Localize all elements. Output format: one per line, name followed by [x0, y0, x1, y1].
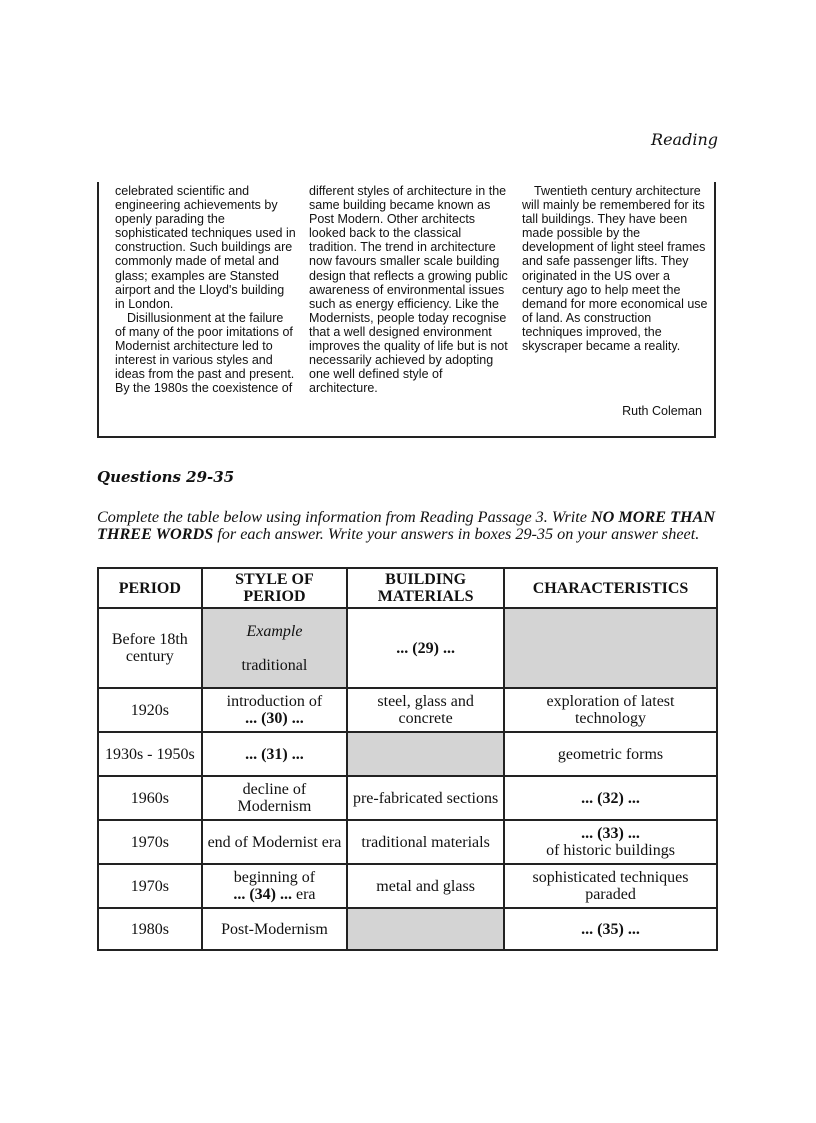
answer-gap-35: ... (35) ...: [581, 920, 640, 938]
table-row: [98, 732, 717, 776]
questions-heading: Questions 29-35: [97, 468, 235, 486]
cell-period: Before 18th century: [98, 608, 202, 688]
example-answer: traditional: [241, 656, 308, 674]
cell-characteristics: [504, 820, 717, 864]
cell-materials: traditional materials: [347, 820, 504, 864]
cell-materials-shaded: [347, 908, 504, 950]
answer-gap-34: ... (34) ...: [233, 886, 292, 903]
cell-style: [202, 732, 348, 776]
running-head: Reading: [651, 130, 718, 149]
summary-table: [97, 567, 718, 951]
cell-text: of historic buildings: [546, 842, 675, 859]
cell-materials-shaded: [347, 732, 504, 776]
cell-characteristics: exploration of latest technology: [504, 688, 717, 732]
cell-text: introduction of: [226, 693, 323, 710]
passage-column-2: [309, 184, 511, 395]
passage-paragraph: celebrated scientific and engineering achievements by openly parading the sophisticated techniques used in construction. Such buildings are commonly made of metal and glass; examples are Stansted airport and the Lloyd's building in London.: [115, 184, 296, 311]
cell-style: end of Modernist era: [202, 820, 348, 864]
cell-text: beginning of: [233, 869, 316, 886]
instructions-text: for each answer. Write your answers in boxes 29-35 on your answer sheet.: [213, 525, 700, 543]
cell-materials: steel, glass and concrete: [347, 688, 504, 732]
cell-period: 1960s: [98, 776, 202, 820]
cell-style: [202, 864, 348, 908]
cell-period: 1920s: [98, 688, 202, 732]
example-label: Example: [246, 622, 303, 640]
passage-box: [97, 182, 716, 438]
cell-style: [202, 688, 348, 732]
instructions-text: Complete the table below using information from Reading Passage 3. Write: [97, 508, 591, 526]
cell-characteristics: [504, 776, 717, 820]
cell-characteristics-shaded: [504, 608, 717, 688]
passage-paragraph: different styles of architecture in the same building became known as Post Modern. Other architects looked back to the classical tradition. The trend in architecture now favours smaller scale building design that reflects a growing public awareness of environmental issues such as energy efficiency. Like the Modernists, people today recognise that a well designed environment improves the quality of life but is not necessarily achieved by adopting one well defined style of architecture.: [309, 184, 508, 396]
cell-characteristics: [504, 908, 717, 950]
passage-paragraph: Twentieth century architecture will mainly be remembered for its tall buildings. They have been made possible by the development of light steel frames and safe passenger lifts. They originated in the US over a century ago to help meet the demand for more economical use of land. As construction techniques improved, the skyscraper became a reality.: [522, 184, 708, 354]
passage-column-1: [115, 184, 297, 395]
cell-text: era: [291, 886, 316, 903]
cell-characteristics: sophisticated techniques paraded: [504, 864, 717, 908]
cell-period: 1930s - 1950s: [98, 732, 202, 776]
cell-style: Post-Modernism: [202, 908, 348, 950]
instructions: [97, 509, 721, 543]
cell-materials: pre-fabricated sections: [347, 776, 504, 820]
answer-gap-29: ... (29) ...: [396, 639, 455, 657]
table-row: [98, 908, 717, 950]
cell-characteristics: geometric forms: [504, 732, 717, 776]
answer-gap-30: ... (30) ...: [245, 710, 304, 727]
answer-gap-32: ... (32) ...: [581, 789, 640, 807]
answer-gap-31: ... (31) ...: [245, 745, 304, 763]
passage-paragraph: Disillusionment at the failure of many of the poor imitations of Modernist architecture led to interest in various styles and ideas from the past and present. By the 1980s the coexistence of: [115, 310, 295, 396]
cell-style: decline of Modernism: [202, 776, 348, 820]
author-name: Ruth Coleman: [622, 404, 702, 418]
table-row: [98, 820, 717, 864]
table-row: [98, 688, 717, 732]
answer-gap-33: ... (33) ...: [581, 825, 640, 842]
cell-period: 1970s: [98, 820, 202, 864]
cell-style: [202, 608, 348, 688]
cell-materials: [347, 608, 504, 688]
cell-period: 1970s: [98, 864, 202, 908]
table-row: [98, 864, 717, 908]
instructions-emphasis: NO MORE THAN THREE WORDS: [97, 508, 716, 543]
header-characteristics: CHARACTERISTICS: [504, 568, 717, 608]
passage-column-3: [522, 184, 710, 418]
table-header-row: [98, 568, 717, 608]
table-row-example: [98, 608, 717, 688]
header-period: PERIOD: [98, 568, 202, 608]
header-materials: BUILDING MATERIALS: [347, 568, 504, 608]
cell-period: 1980s: [98, 908, 202, 950]
cell-materials: metal and glass: [347, 864, 504, 908]
table-row: [98, 776, 717, 820]
header-style: STYLE OF PERIOD: [202, 568, 348, 608]
